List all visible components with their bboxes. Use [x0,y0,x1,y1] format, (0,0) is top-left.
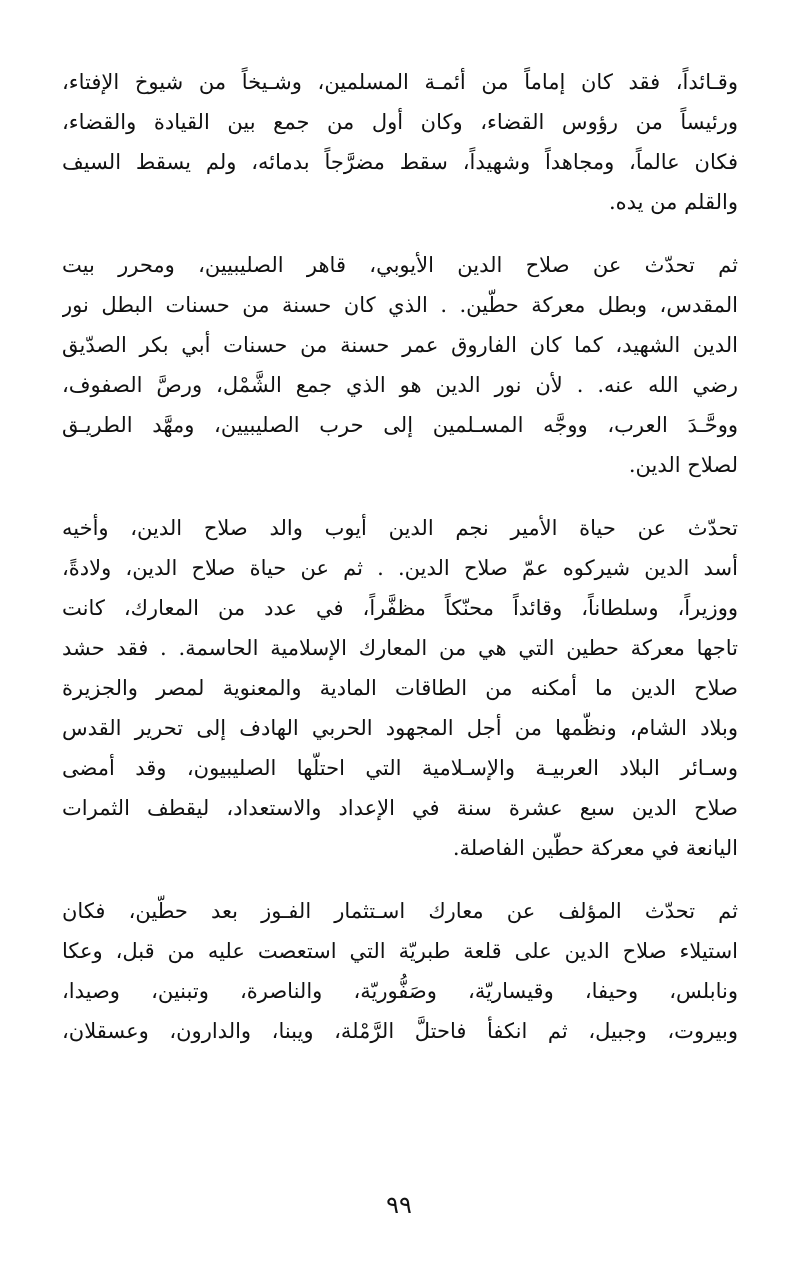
text-line: صلاح الدين سبع عشرة سنة في الإعداد والاستعداد، ليقطف الثمرات [62,796,738,820]
text-line: الدين الشهيد، كما كان الفاروق عمر حسنة من حسنات أبي بكر الصدّيق [62,333,738,357]
text-line: ونابلس، وحيفا، وقيساريّة، وصَفُّوريّة، والناصرة، وتبنين، وصيدا، [62,979,738,1003]
text-line: وقـائداً، فقد كان إماماً من أئمـة المسلمين، وشـيخاً من شيوخ الإفتاء، [62,70,738,94]
text-line: ثم تحدّث عن صلاح الدين الأيوبي، قاهر الصليبيين، ومحرر بيت [62,253,738,277]
text-line: فكان عالماً، ومجاهداً وشهيداً، سقط مضرَّجاً بدمائه، ولم يسقط السيف [62,150,738,174]
paragraph-3 [62,508,738,868]
text-line: لصلاح الدين. [628,453,738,477]
paragraph-4 [62,891,738,1051]
text-line: أسد الدين شيركوه عمّ صلاح الدين. . ثم عن حياة صلاح الدين، ولادةً، [62,556,738,580]
text-line: صلاح الدين ما أمكنه من الطاقات المادية والمعنوية لمصر والجزيرة [62,676,738,700]
text-line: استيلاء صلاح الدين على قلعة طبريّة التي استعصت عليه من قبل، وعكا [62,939,738,963]
text-line: وبيروت، وجبيل، ثم انكفأ فاحتلَّ الرَّمْلة، ويبنا، والدارون، وعسقلان، [62,1019,738,1043]
text-line: وبلاد الشام، ونظّمها من أجل المجهود الحربي الهادف إلى تحرير القدس [62,716,738,740]
text-line: رضي الله عنه. . لأن نور الدين هو الذي جمع الشَّمْل، ورصَّ الصفوف، [62,373,738,397]
page-body [62,62,738,1074]
text-line: وسـائر البلاد العربيـة والإسـلامية التي احتلّها الصليبيون، وقد أمضى [62,756,738,780]
text-line: ورئيساً من رؤوس القضاء، وكان أول من جمع بين القيادة والقضاء، [62,110,738,134]
text-line: اليانعة في معركة حطّين الفاصلة. [452,836,738,860]
text-line: تاجها معركة حطين التي هي من المعارك الإسلامية الحاسمة. . فقد حشد [62,636,738,660]
text-line: تحدّث عن حياة الأمير نجم الدين أيوب والد صلاح الدين، وأخيه [62,516,738,540]
text-line: ووزيراً، وسلطاناً، وقائداً محنّكاً مظفَّراً، في عدد من المعارك، كانت [62,596,738,620]
text-line: ثم تحدّث المؤلف عن معارك اسـتثمار الفـوز بعد حطّين، فكان [62,899,738,923]
paragraph-1 [62,62,738,222]
text-line: والقلم من يده. [608,190,738,214]
page-number: ٩٩ [386,1191,412,1219]
paragraph-2 [62,245,738,485]
text-line: ووحَّـدَ العرب، ووجَّه المسـلمين إلى حرب الصليبيين، ومهَّد الطريـق [62,413,738,437]
text-line: المقدس، وبطل معركة حطّين. . الذي كان حسنة من حسنات البطل نور [62,293,738,317]
